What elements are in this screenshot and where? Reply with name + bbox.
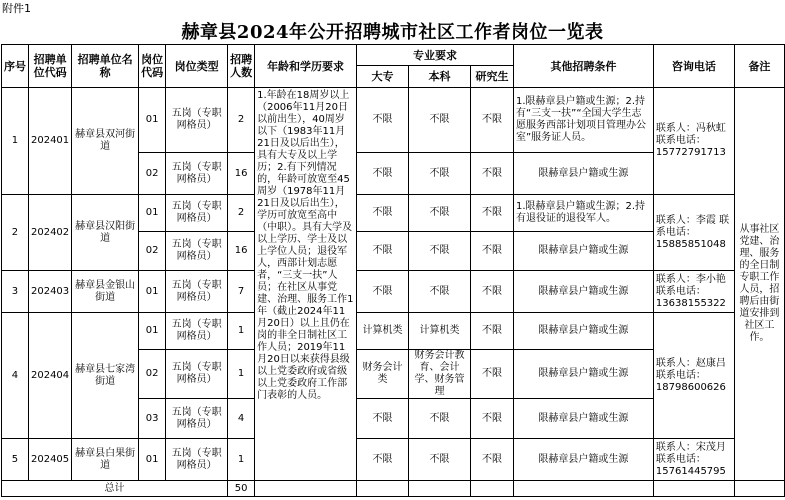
remark-text: 从事社区党建、治理、服务的全日制专职工作人员，招聘后由街道安排到社区工作。 bbox=[734, 88, 784, 481]
post-type: 五岗（专职网格员） bbox=[166, 439, 228, 481]
header-major: 专业要求 bbox=[357, 45, 514, 66]
contact-info: 联系人：李霞 联系电话：15885851048 bbox=[653, 195, 734, 271]
major-college: 不限 bbox=[357, 232, 409, 271]
post-code: 03 bbox=[139, 399, 166, 439]
unit-seq: 4 bbox=[2, 313, 29, 439]
unit-code: 202403 bbox=[28, 271, 71, 313]
other-conditions: 限赫章县户籍或生源 bbox=[513, 153, 653, 195]
major-grad: 不限 bbox=[470, 153, 513, 195]
contact-info: 联系人：李小艳 联系电话：13638155322 bbox=[653, 271, 734, 313]
header-unit-code: 招聘单位代码 bbox=[28, 45, 71, 88]
other-conditions: 限赫章县户籍或生源 bbox=[513, 313, 653, 350]
unit-seq: 3 bbox=[2, 271, 29, 313]
major-college: 不限 bbox=[357, 88, 409, 153]
header-other: 其他招聘条件 bbox=[513, 45, 653, 88]
post-type: 五岗（专职网格员） bbox=[166, 195, 228, 232]
unit-seq: 5 bbox=[2, 439, 29, 481]
post-type: 五岗（专职网格员） bbox=[166, 153, 228, 195]
post-count: 16 bbox=[228, 232, 255, 271]
contact-info: 联系人：冯秋虹 联系电话：15772791713 bbox=[653, 88, 734, 195]
header-post-type: 岗位类型 bbox=[166, 45, 228, 88]
major-college: 财务会计类 bbox=[357, 350, 409, 399]
header-major-bachelor: 本科 bbox=[409, 66, 471, 88]
unit-name: 赫章县金银山街道 bbox=[72, 271, 139, 313]
age-education-requirements: 1.年龄在18周岁以上（2006年11月20日以前出生），40周岁以下（1983年11月21日及以后出生），具有大专及以上学历；2.有下列情况的，年龄可放宽至45周岁（1978年11月21日及以后出生），学历可放宽至高中（中职）。具有大学及以上学历、学士及以上学位人员；退役军人，西部计划志愿者，“三支一扶”人员；在社区从事党建、治理、服务工作1年（截止2024年11月20日）以上且仍在岗的非全日制社区工作人员；2019年11月20日以来获得县级以上党委政府或省级以上党委政府工作部门表彰的人员。 bbox=[255, 88, 357, 481]
header-major-grad: 研究生 bbox=[470, 66, 513, 88]
post-code: 01 bbox=[139, 271, 166, 313]
unit-seq: 2 bbox=[2, 195, 29, 271]
post-code: 01 bbox=[139, 88, 166, 153]
major-college: 不限 bbox=[357, 153, 409, 195]
attachment-label: 附件1 bbox=[2, 2, 31, 15]
unit-name: 赫章县七家湾街道 bbox=[72, 313, 139, 439]
contact-info: 联系人：宋茂月 联系电话：15761445795 bbox=[653, 439, 734, 481]
unit-name: 赫章县双河街道 bbox=[72, 88, 139, 195]
major-grad: 不限 bbox=[470, 399, 513, 439]
header-major-college: 大专 bbox=[357, 66, 409, 88]
post-code: 02 bbox=[139, 232, 166, 271]
post-code: 02 bbox=[139, 153, 166, 195]
page-title: 赫章县2024年公开招聘城市社区工作者岗位一览表 bbox=[181, 22, 604, 43]
total-label: 总计 bbox=[2, 481, 228, 497]
major-grad: 不限 bbox=[470, 271, 513, 313]
major-grad: 不限 bbox=[470, 313, 513, 350]
major-bachelor: 不限 bbox=[409, 153, 471, 195]
post-count: 2 bbox=[228, 195, 255, 232]
unit-code: 202402 bbox=[28, 195, 71, 271]
other-conditions: 限赫章县户籍或生源 bbox=[513, 399, 653, 439]
header-contact: 咨询电话 bbox=[653, 45, 734, 88]
unit-name: 赫章县汉阳街道 bbox=[72, 195, 139, 271]
other-conditions: 1.限赫章县户籍或生源；2.持有“三支一扶”“全国大学生志愿服务西部计划项目管理办公室”服务证人员。 bbox=[513, 88, 653, 153]
unit-code: 202404 bbox=[28, 313, 71, 439]
recruitment-table bbox=[1, 44, 785, 497]
major-grad: 不限 bbox=[470, 88, 513, 153]
major-bachelor: 计算机类 bbox=[409, 313, 471, 350]
post-count: 4 bbox=[228, 399, 255, 439]
post-code: 01 bbox=[139, 313, 166, 350]
header-unit-name: 招聘单位名称 bbox=[72, 45, 139, 88]
major-grad: 不限 bbox=[470, 350, 513, 399]
major-bachelor: 不限 bbox=[409, 232, 471, 271]
major-bachelor: 不限 bbox=[409, 439, 471, 481]
other-conditions: 限赫章县户籍或生源 bbox=[513, 350, 653, 399]
post-code: 01 bbox=[139, 195, 166, 232]
post-type: 五岗（专职网格员） bbox=[166, 271, 228, 313]
other-conditions: 1.限赫章县户籍或生源；2.持有退役证的退役军人。 bbox=[513, 195, 653, 232]
contact-info: 联系人：赵康吕 联系电话：18798600626 bbox=[653, 313, 734, 439]
major-bachelor: 不限 bbox=[409, 271, 471, 313]
other-conditions: 限赫章县户籍或生源 bbox=[513, 232, 653, 271]
post-count: 1 bbox=[228, 350, 255, 399]
major-grad: 不限 bbox=[470, 195, 513, 232]
major-bachelor: 不限 bbox=[409, 195, 471, 232]
major-grad: 不限 bbox=[470, 232, 513, 271]
post-type: 五岗（专职网格员） bbox=[166, 399, 228, 439]
post-type: 五岗（专职网格员） bbox=[166, 232, 228, 271]
major-bachelor: 不限 bbox=[409, 399, 471, 439]
major-college: 不限 bbox=[357, 399, 409, 439]
other-conditions: 限赫章县户籍或生源 bbox=[513, 439, 653, 481]
post-type: 五岗（专职网格员） bbox=[166, 313, 228, 350]
post-code: 01 bbox=[139, 439, 166, 481]
other-conditions: 限赫章县户籍或生源 bbox=[513, 271, 653, 313]
header-post-code: 岗位代码 bbox=[139, 45, 166, 88]
major-grad: 不限 bbox=[470, 439, 513, 481]
post-count: 7 bbox=[228, 271, 255, 313]
unit-code: 202405 bbox=[28, 439, 71, 481]
major-bachelor: 不限 bbox=[409, 88, 471, 153]
post-type: 五岗（专职网格员） bbox=[166, 88, 228, 153]
header-seq: 序号 bbox=[2, 45, 29, 88]
post-count: 2 bbox=[228, 88, 255, 153]
header-count: 招聘人数 bbox=[228, 45, 255, 88]
post-code: 02 bbox=[139, 350, 166, 399]
unit-code: 202401 bbox=[28, 88, 71, 195]
post-count: 1 bbox=[228, 439, 255, 481]
major-bachelor: 财务会计教育、会计学、财务管理 bbox=[409, 350, 471, 399]
header-remark: 备注 bbox=[734, 45, 784, 88]
header-age-edu: 年龄和学历要求 bbox=[255, 45, 357, 88]
major-college: 计算机类 bbox=[357, 313, 409, 350]
major-college: 不限 bbox=[357, 195, 409, 232]
major-college: 不限 bbox=[357, 439, 409, 481]
post-type: 五岗（专职网格员） bbox=[166, 350, 228, 399]
unit-name: 赫章县白果街道 bbox=[72, 439, 139, 481]
post-count: 1 bbox=[228, 313, 255, 350]
post-count: 16 bbox=[228, 153, 255, 195]
unit-seq: 1 bbox=[2, 88, 29, 195]
total-count: 50 bbox=[228, 481, 255, 497]
major-college: 不限 bbox=[357, 271, 409, 313]
